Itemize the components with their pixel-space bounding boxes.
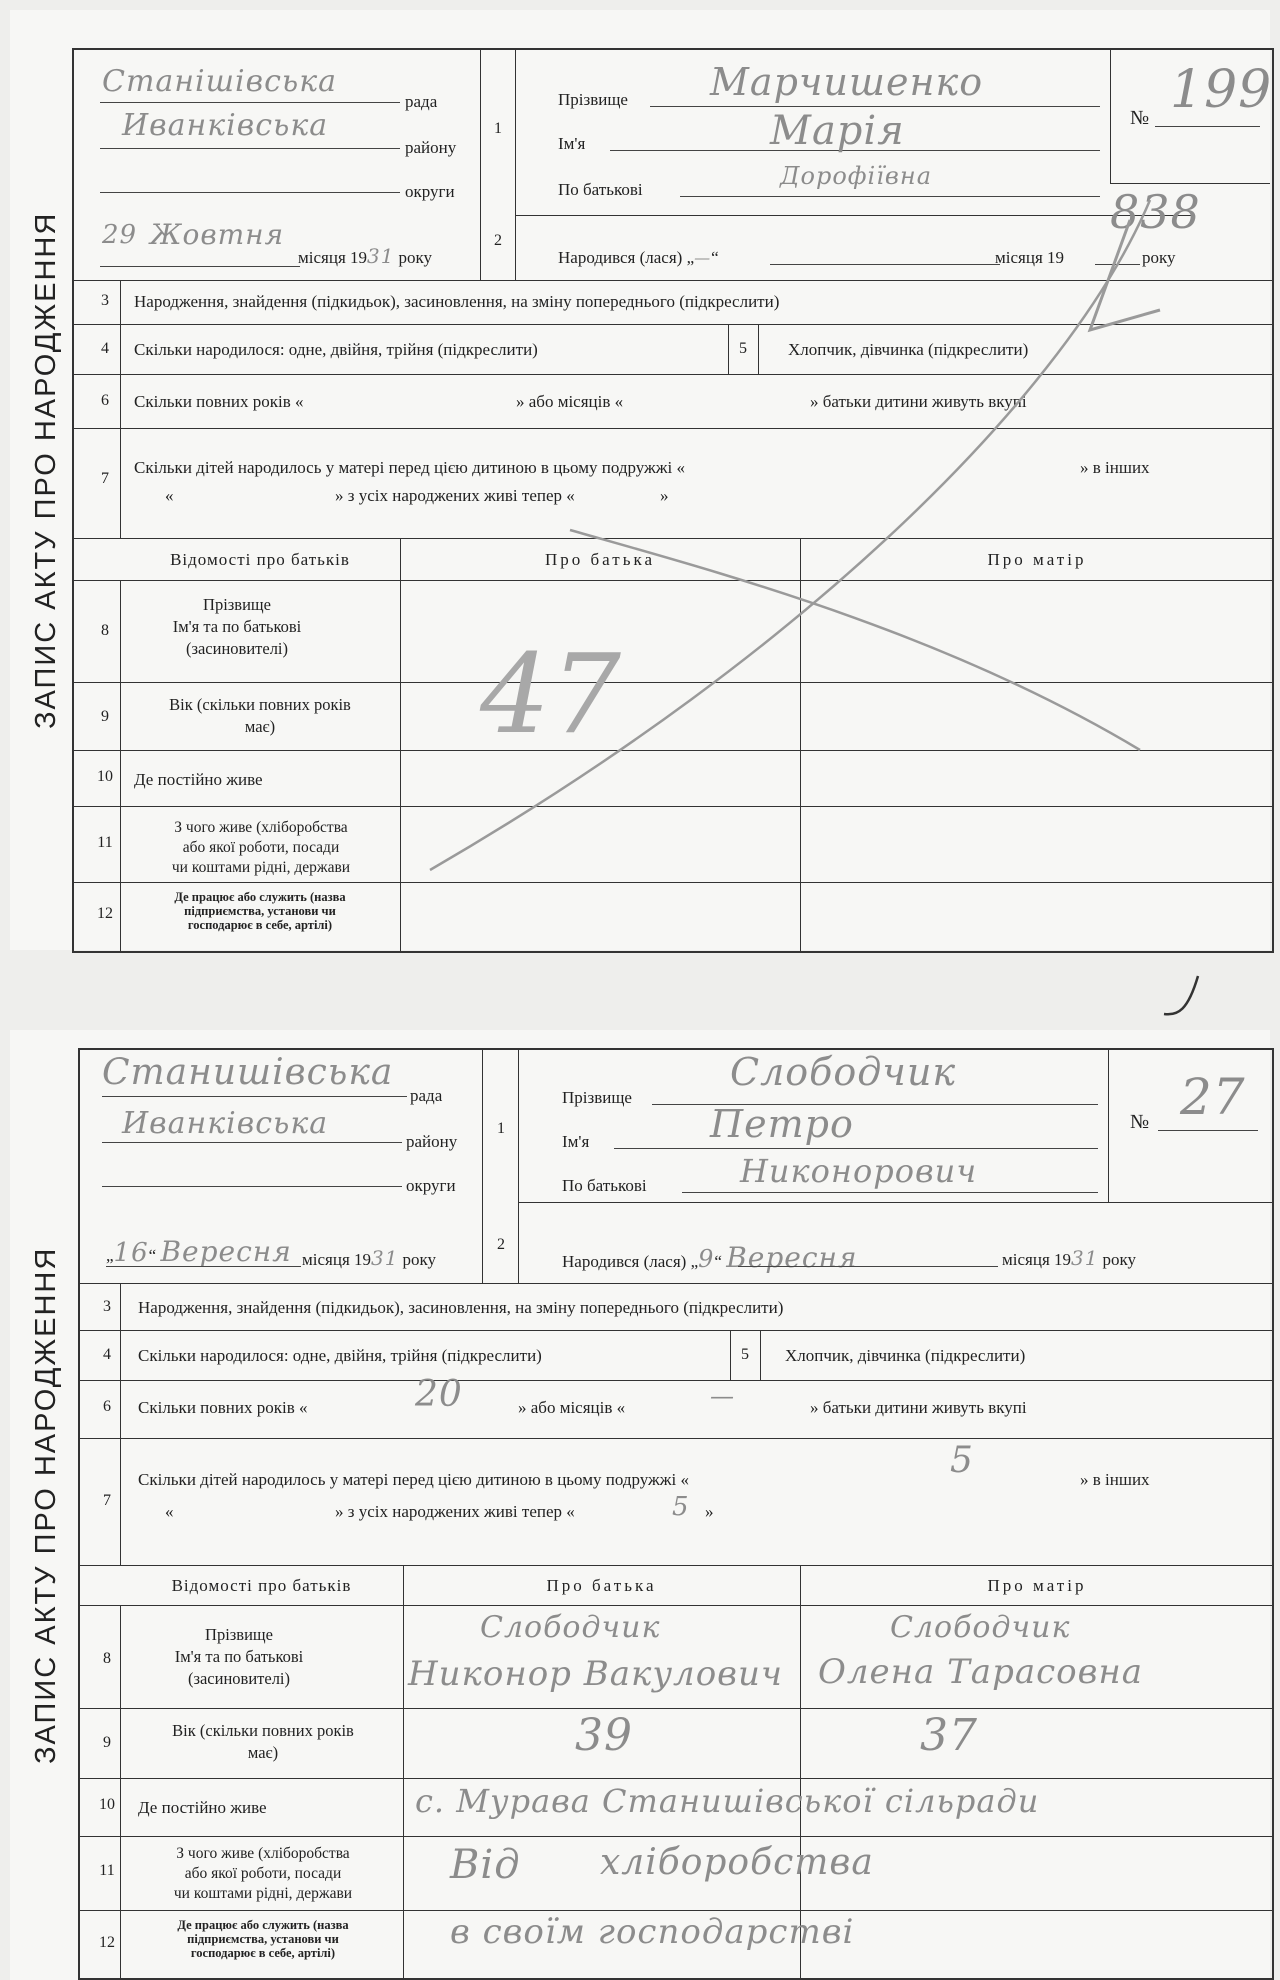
number-label: № <box>1130 1111 1150 1133</box>
children-alive-value: 5 <box>672 1492 690 1522</box>
col-batko: Про батька <box>546 1576 657 1595</box>
col-maty: Про матір <box>987 1576 1087 1595</box>
record-date-month: Вересня <box>160 1235 292 1268</box>
row4-text: Скільки народилося: одне, двійня, трійня (підкреслити) <box>134 340 538 359</box>
years-together-value: 20 <box>415 1374 463 1415</box>
row6-text-b: » або місяців « <box>518 1398 626 1417</box>
check-mark <box>1158 970 1218 1030</box>
rayon-label: району <box>406 1132 458 1151</box>
record-date-month: Жовтня <box>150 218 285 251</box>
mother-surname-value: Слободчик <box>890 1610 1071 1645</box>
row6-text-a: Скільки повних років « <box>134 392 304 411</box>
rada-label: рада <box>410 1086 443 1105</box>
row7-text-a: Скільки дітей народилось у матері перед цією дитиною в цьому подружжі « <box>138 1470 689 1489</box>
misyatsia-label: місяця 1931 року <box>298 244 432 268</box>
row12-label: Де працює або служить (назва підприємства, установи чи господарює в себе, артілі) <box>174 890 346 932</box>
children-before-value: 5 <box>950 1440 974 1481</box>
surname-label: Прізвище <box>558 90 628 109</box>
row7-text-e: » <box>705 1502 714 1521</box>
row9-label: Вік (скільки повних років має) <box>172 1721 354 1762</box>
rada-label: рада <box>405 92 438 111</box>
row7-text-b: » в інших <box>1080 1470 1150 1489</box>
occupation-value-a: Від <box>450 1842 521 1888</box>
row7-text-d: » з усіх народжених живі тепер « <box>335 486 575 505</box>
row5-text: Хлопчик, дівчинка (підкреслити) <box>788 340 1029 359</box>
birth-month-label: місяця 1931 року <box>1002 1246 1136 1270</box>
number-value: 199 <box>1170 60 1273 120</box>
record-date: „16“ Вересня <box>106 1235 292 1268</box>
row8-label: Прізвище Ім'я та по батькові (засиновителі) <box>174 1625 304 1688</box>
name-label: Ім'я <box>562 1132 590 1151</box>
name-label: Ім'я <box>558 134 586 153</box>
occupation-value-b: хліборобства <box>600 1842 874 1883</box>
field-number-2: 2 <box>494 232 502 249</box>
side-title: ЗАПИС АКТУ ПРО НАРОДЖЕННЯ <box>30 1246 62 1764</box>
patronymic-value: Дорофіївна <box>780 162 932 190</box>
birth-label: Народився (лася) „—“ <box>558 248 719 267</box>
field-number-1: 1 <box>497 1120 505 1137</box>
col-maty: Про матір <box>987 550 1087 569</box>
rayon-label: району <box>405 138 457 157</box>
margin-note: 838 <box>1110 185 1201 239</box>
row11-label: З чого живе (хліборобства або якої роботи, посади чи коштами рідні, держави <box>171 819 351 876</box>
side-title: ЗАПИС АКТУ ПРО НАРОДЖЕННЯ <box>30 211 62 729</box>
row6-text-a: Скільки повних років « <box>138 1398 308 1417</box>
birth-label: Народився (лася) „9“ Вересня <box>562 1241 858 1274</box>
row7-text-e: » <box>660 486 669 505</box>
row4-text: Скільки народилося: одне, двійня, трійня (підкреслити) <box>138 1346 542 1365</box>
father-surname-value: Слободчик <box>480 1610 661 1645</box>
record-date-day: 29 <box>102 220 138 250</box>
rada-value: Станішівська <box>102 64 338 99</box>
patronymic-label: По батькові <box>558 180 643 199</box>
cross-mark-value: 47 <box>480 630 622 758</box>
number-label: № <box>1130 107 1150 129</box>
father-name-value: Никонор Вакулович <box>408 1654 783 1694</box>
rada-value: Станишівська <box>102 1052 394 1093</box>
field-number-2: 2 <box>497 1236 505 1253</box>
name-value: Петро <box>710 1102 854 1146</box>
row5-text: Хлопчик, дівчинка (підкреслити) <box>785 1346 1026 1365</box>
birth-year-label: року <box>1142 248 1176 267</box>
row7-text-d: » з усіх народжених живі тепер « <box>335 1502 575 1521</box>
birth-record-sheet-2: ЗАПИС АКТУ ПРО НАРОДЖЕННЯ Станишівська рада Иванківська району округи „16“ Вересня місяця 1931 року 1 2 Прізвище Слободчик Ім'я Петро По батькові Никонорович № 27 Народився (лася) „9“ Вересня місяця 1931 року 3 Народження, знайдення (підкидьок), засиновлення, на зміну попереднього (підкреслити) 4 Скільки народилося: одне, двійня, трійня (підкреслити) 5 Хлопчик, дівчинка (підкреслити) 6 Скільки повних років « 20 » або місяців « — » батьки дитини живуть вкупі 7 Скільки дітей народилось у матері перед цією дитиною в цьому подружжі « 5 » в інших « » з усіх народжених живі тепер « 5 » Відомості про батьків Про батька Про матір 8 Прізвище Ім'я та по батькові (засиновителі) Слободчик Никонор Вакулович Слободчик Олена Тарасовна 9 Вік (скільки повних років має) 39 37 10 Де постійно живе с. Мурава Станишівської сільради 11 З чого живе (хліборобства або якої роботи, посади чи коштами рідні, держави Від хліборобства 12 Де працює або служить (назва підприємства, установи чи господарює в себе, артілі) в своїм господарстві <box>10 1030 1270 1980</box>
row3-text: Народження, знайдення (підкидьок), засиновлення, на зміну попереднього (підкреслити) <box>138 1298 784 1317</box>
row10-label: Де постійно живе <box>134 770 263 789</box>
row11-label: З чого живе (хліборобства або якої роботи, посади чи коштами рідні, держави <box>173 1845 353 1902</box>
birth-month-label: місяця 19 <box>995 248 1065 267</box>
record-date-day: 16 <box>113 1238 149 1268</box>
name-value: Марія <box>770 108 905 154</box>
row12-label: Де працює або служить (назва підприємства, установи чи господарює в себе, артілі) <box>177 1918 349 1960</box>
patronymic-value: Никонорович <box>740 1152 978 1190</box>
field-number-1: 1 <box>494 120 502 137</box>
surname-value: Слободчик <box>730 1050 957 1094</box>
birth-record-sheet-1: ЗАПИС АКТУ ПРО НАРОДЖЕННЯ Станішівська рада Иванківська району округи 29 Жовтня місяця 1931 року 1 2 Прізвище Марчишенко Ім'я Марія По батькові Дорофіївна № 199 Народився (лася) „—“ місяця 19 року 838 3 Народження, знайдення (підкидьок), засиновлення, на зміну попереднього (підкреслити) 4 Скільки народилося: одне, двійня, трійня (підкреслити) 5 Хлопчик, дівчинка (підкреслити) 6 Скільки повних років « » або місяців « » батьки дитини живуть вкупі 7 Скільки дітей народилось у матері перед цією дитиною в цьому подружжі « » в інших « » з усіх народжених живі тепер « » Відомості про батьків Про батька Про матір 8 Прізвище Ім'я та по батькові (засиновителі) 9 Вік (скільки повних років має) 10 Де постійно живе 11 З чого живе (хліборобства або якої роботи, посади чи коштами рідні, держави 12 Де працює або служить (назва підприємства, установи чи господарює в себе, артілі) 47 <box>10 10 1270 950</box>
rayon-value: Иванківська <box>122 108 329 143</box>
mother-name-value: Олена Тарасовна <box>818 1652 1144 1692</box>
okrug-label: округи <box>406 1176 456 1195</box>
rayon-value: Иванківська <box>122 1106 329 1141</box>
col-batko: Про батька <box>544 550 655 569</box>
workplace-value: в своїм господарстві <box>450 1912 855 1952</box>
mother-age-value: 37 <box>920 1710 978 1761</box>
surname-label: Прізвище <box>562 1088 632 1107</box>
row6-text-c: » батьки дитини живуть вкупі <box>810 392 1027 411</box>
row10-label: Де постійно живе <box>138 1798 267 1817</box>
number-value: 27 <box>1180 1068 1246 1126</box>
row7-text-c: « <box>165 1502 174 1521</box>
residence-value: с. Мурава Станишівської сільради <box>415 1782 1040 1820</box>
row6-text-b: » або місяців « <box>516 392 624 411</box>
surname-value: Марчишенко <box>710 60 984 104</box>
months-together-value: — <box>710 1382 735 1410</box>
row7-text-b: » в інших <box>1080 458 1150 477</box>
row3-text: Народження, знайдення (підкидьок), засиновлення, на зміну попереднього (підкреслити) <box>134 292 780 311</box>
row7-text-c: « <box>165 486 174 505</box>
father-age-value: 39 <box>575 1710 633 1761</box>
row9-label: Вік (скільки повних років має) <box>169 695 351 736</box>
patronymic-label: По батькові <box>562 1176 647 1195</box>
row7-text-a: Скільки дітей народилось у матері перед цією дитиною в цьому подружжі « <box>134 458 685 477</box>
row8-label: Прізвище Ім'я та по батькові (засиновителі) <box>172 595 302 658</box>
misyatsia-label: місяця 1931 року <box>302 1246 436 1270</box>
col-vidomosti: Відомості про батьків <box>170 550 350 569</box>
row6-text-c: » батьки дитини живуть вкупі <box>810 1398 1027 1417</box>
col-vidomosti: Відомості про батьків <box>171 1576 352 1595</box>
okrug-label: округи <box>405 182 455 201</box>
